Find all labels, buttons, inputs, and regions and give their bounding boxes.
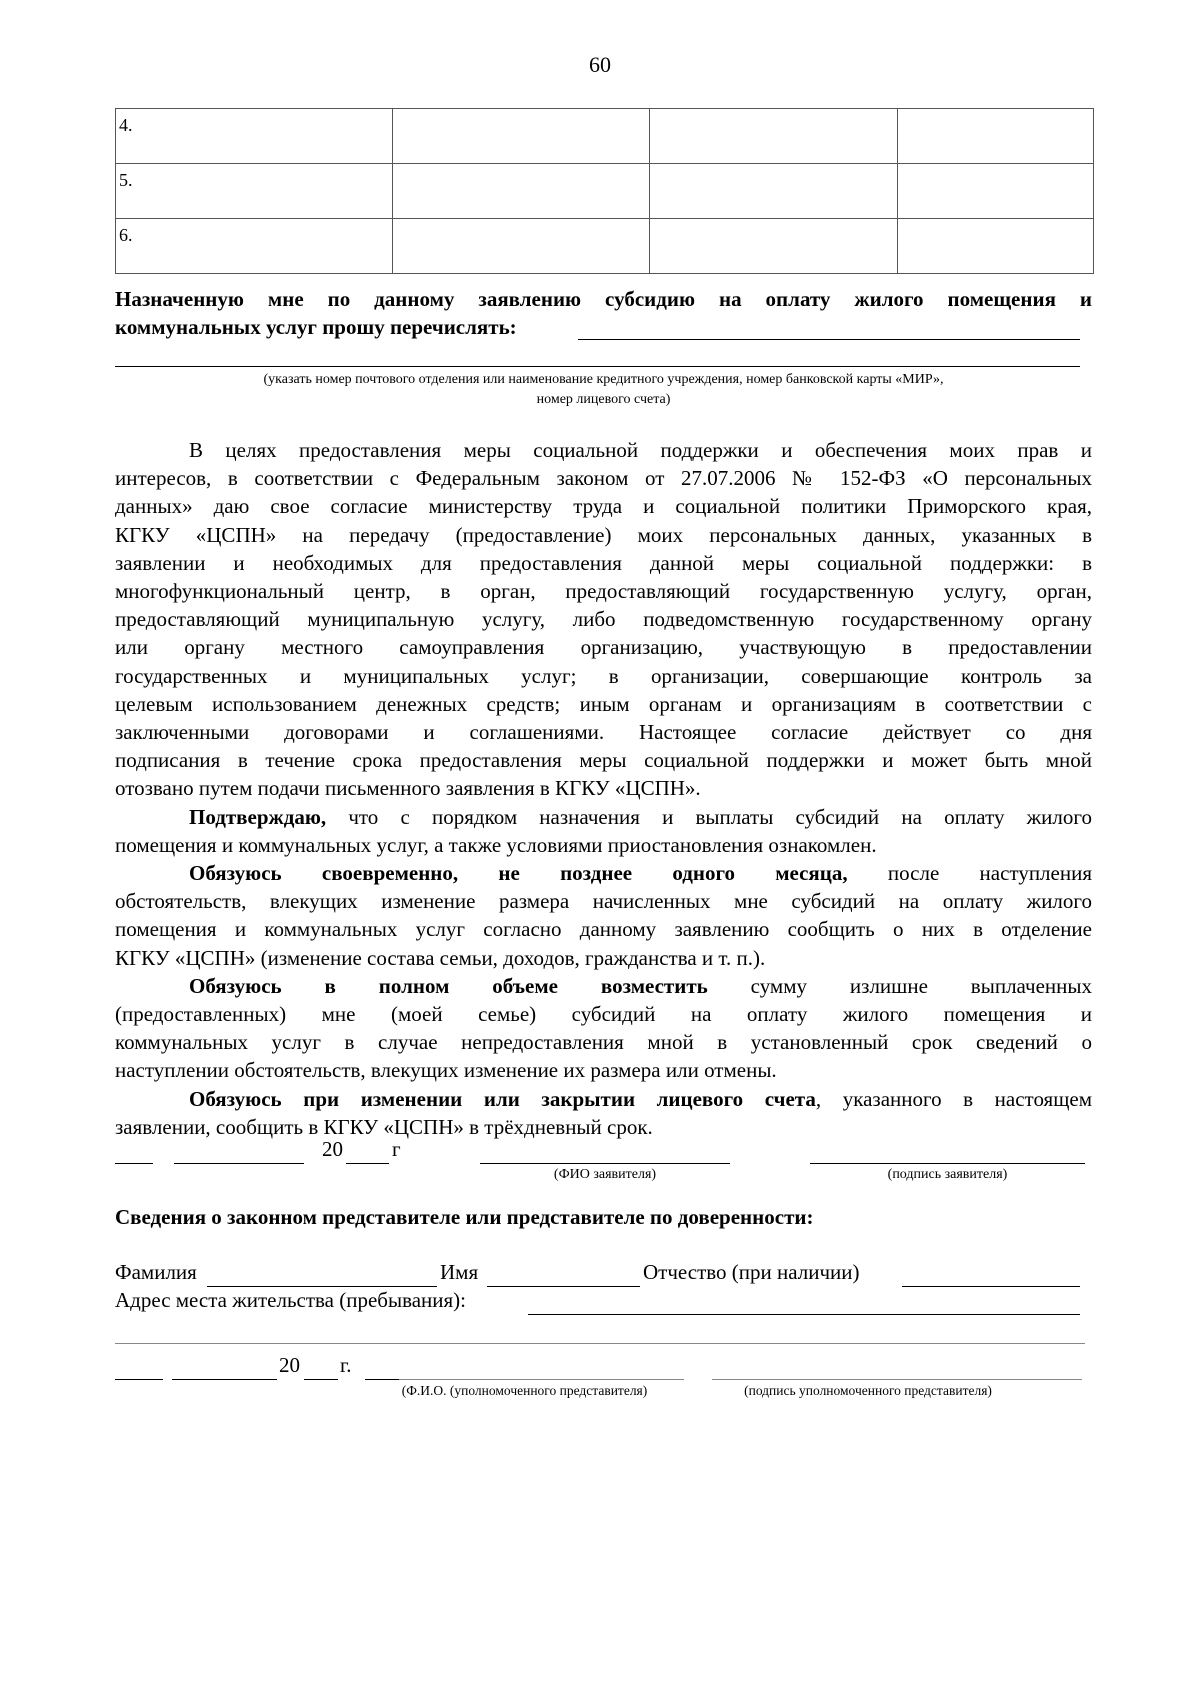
address-label: Адрес места жительства (пребывания): [115, 1288, 467, 1312]
consent-line: КГКУ «ЦСПН» на передачу (предоставление) моих персональных данных, указанных в [115, 522, 1092, 547]
applicant-year-field[interactable] [346, 1163, 389, 1164]
oblige2-line: (предоставленных) мне (моей семье) субсидий на оплату жилого помещения и [115, 1002, 1092, 1027]
applicant-month-field[interactable] [174, 1163, 304, 1164]
address-field[interactable] [528, 1314, 1080, 1315]
consent-text-block [115, 436, 1092, 1141]
oblige1-line: помещения и коммунальных услуг согласно данному заявлению сообщить о них в отделение [115, 917, 1092, 942]
table-cell[interactable] [393, 109, 650, 164]
rep-year-field[interactable] [304, 1379, 338, 1380]
payment-hint-line1: (указать номер почтового отделения или наименование кредитного учреждения, номер банковской карты «МИР», [263, 372, 944, 387]
rep-year-suffix: г. [340, 1353, 352, 1377]
oblige3-bold: Обязуюсь при изменении или закрытии лицевого счета [189, 1086, 816, 1111]
confirm-line [115, 803, 1092, 831]
oblige1-line: обстоятельств, влекущих изменение размера начисленных мне субсидий на оплату жилого [115, 889, 1092, 914]
applicant-day-field[interactable] [115, 1163, 153, 1164]
consent-line: В целях предоставления меры социальной поддержки и обеспечения моих прав и [189, 438, 1092, 462]
rep-extra-field[interactable] [365, 1379, 399, 1380]
oblige3-rest: , указанного в настоящем [815, 1086, 1092, 1111]
payment-hint-line2: номер лицевого счета) [536, 392, 671, 407]
consent-line: отозвано путем подачи письменного заявления в КГКУ «ЦСПН». [115, 776, 701, 801]
consent-line: данных» даю свое согласие министерству труда и социальной политики Приморского края, [115, 494, 1092, 519]
confirm-rest: что с порядком назначения и выплаты субсидий на оплату жилого [326, 804, 1092, 829]
consent-line: или органу местного самоуправления организацию, участвующую в предоставлении [115, 635, 1092, 660]
table-cell[interactable] [393, 219, 650, 274]
consent-line: целевым использованием денежных средств; иным органам и организациям в соответствии с [115, 691, 1092, 716]
rep-fio-caption: (Ф.И.О. (уполномоченного представителя) [401, 1383, 648, 1398]
applicant-fio-caption: (ФИО заявителя) [553, 1167, 657, 1182]
table-cell-number: 5. [116, 164, 393, 219]
consent-line: заявлении и необходимых для предоставления данной меры социальной поддержки: в [115, 550, 1092, 575]
consent-line: многофункциональный центр, в орган, предоставляющий государственную услугу, орган, [115, 579, 1092, 604]
confirm-line: помещения и коммунальных услуг, а также условиями приостановления ознакомлен. [115, 832, 877, 857]
confirm-bold: Подтверждаю, [189, 804, 327, 829]
consent-line: интересов, в соответствии с Федеральным законом от 27.07.2006 № 152-ФЗ «О персональных [115, 466, 1092, 491]
rep-day-field[interactable] [115, 1379, 163, 1380]
rep-fio-field[interactable] [399, 1379, 684, 1380]
name-label: Имя [440, 1260, 479, 1284]
surname-label: Фамилия [115, 1260, 197, 1284]
applicant-signature-caption: (подпись заявителя) [887, 1167, 1008, 1182]
table-row [116, 109, 1094, 164]
table-cell[interactable] [650, 219, 898, 274]
table-cell[interactable] [393, 164, 650, 219]
applicant-signature-field[interactable] [810, 1163, 1085, 1164]
oblige3-line: заявлении, сообщить в КГКУ «ЦСПН» в трёхдневный срок. [115, 1114, 653, 1139]
representative-heading: Сведения о законном представителе или представителе по доверенности: [115, 1205, 814, 1229]
oblige1-rest: после наступления [847, 861, 1092, 886]
applicant-fio-field[interactable] [480, 1163, 730, 1164]
applicant-year-suffix: г [392, 1137, 401, 1161]
surname-field[interactable] [207, 1286, 437, 1287]
oblige2-bold: Обязуюсь в полном объеме возместить [189, 973, 708, 998]
patronymic-field[interactable] [902, 1286, 1080, 1287]
data-table [115, 108, 1094, 274]
payment-heading-line1: Назначенную мне по данному заявлению субсидию на оплату жилого помещения и [115, 287, 1092, 311]
payment-heading-line2: коммунальных услуг прошу перечислять: [115, 315, 517, 339]
consent-line: заключенными договорами и соглашениями. Настоящее согласие действует со дня [115, 720, 1092, 745]
table-cell[interactable] [650, 164, 898, 219]
rep-signature-field[interactable] [712, 1379, 1082, 1380]
address-field-line2[interactable] [115, 1343, 1085, 1344]
payment-details-field-line2[interactable] [115, 366, 1080, 367]
oblige1-bold: Обязуюсь своевременно, не позднее одного месяца, [189, 861, 848, 886]
oblige1-line [115, 859, 1092, 887]
payment-details-field[interactable] [578, 339, 1080, 340]
consent-line: предоставляющий муниципальную услугу, либо подведомственную государственному органу [115, 607, 1092, 632]
page-number: 60 [589, 52, 611, 77]
table-cell[interactable] [898, 109, 1094, 164]
oblige2-line [115, 972, 1092, 1000]
rep-year-prefix: 20 [279, 1353, 300, 1377]
oblige2-line: коммунальных услуг в случае непредоставления мной в установленный срок сведений о [115, 1030, 1092, 1055]
oblige3-line [115, 1085, 1092, 1113]
name-field[interactable] [487, 1286, 640, 1287]
table-cell[interactable] [898, 164, 1094, 219]
oblige2-rest: сумму излишне выплаченных [707, 973, 1092, 998]
rep-signature-caption: (подпись уполномоченного представителя) [744, 1383, 992, 1398]
oblige1-line: КГКУ «ЦСПН» (изменение состава семьи, доходов, гражданства и т. п.). [115, 945, 766, 970]
table-cell[interactable] [650, 109, 898, 164]
consent-line: государственных и муниципальных услуг; в организации, совершающие контроль за [115, 663, 1092, 688]
rep-month-field[interactable] [172, 1379, 277, 1380]
table-row [116, 219, 1094, 274]
table-row [116, 164, 1094, 219]
table-cell[interactable] [898, 219, 1094, 274]
consent-line: подписания в течение срока предоставления меры социальной поддержки и может быть мной [115, 748, 1092, 773]
oblige2-line: наступлении обстоятельств, влекущих изменение их размера или отмены. [115, 1058, 777, 1083]
table-cell-number: 6. [116, 219, 393, 274]
patronymic-label: Отчество (при наличии) [643, 1260, 860, 1284]
applicant-year-prefix: 20 [322, 1137, 343, 1161]
table-cell-number: 4. [116, 109, 393, 164]
